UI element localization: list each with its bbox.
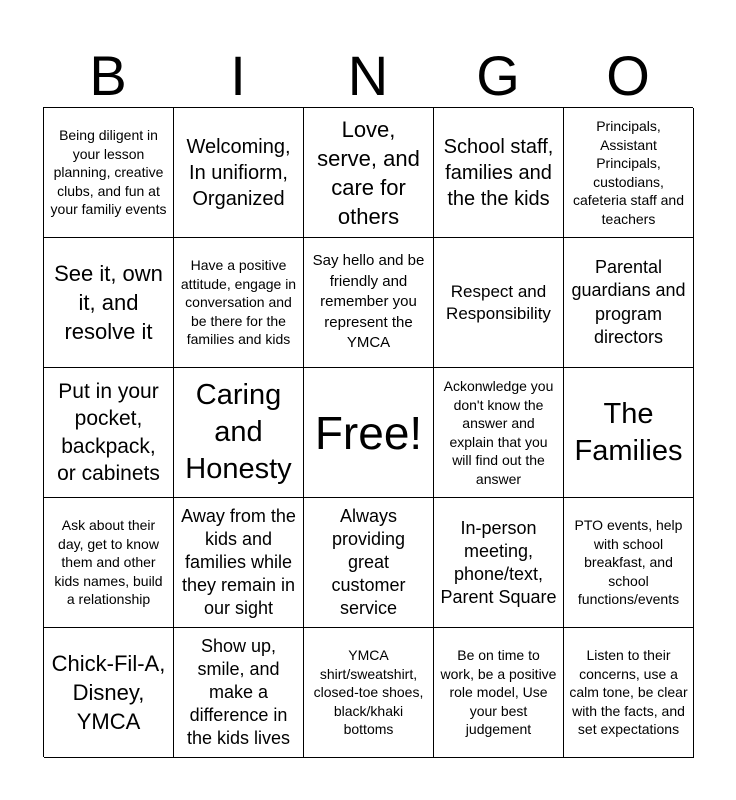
cell-text: PTO events, help with school breakfast, and school functions/events — [574, 517, 683, 608]
bingo-cell-r3-c4[interactable] — [434, 368, 564, 498]
cell-text: Listen to their concerns, use a calm tone, be clear with the facts, and set expectations — [569, 647, 688, 738]
bingo-cell-r3-c2[interactable] — [174, 368, 304, 498]
bingo-cell-r5-c5[interactable] — [564, 628, 694, 758]
cell-text: Respect and Responsibility — [446, 281, 551, 323]
cell-text: Ask about their day, get to know them and other kids names, build a relationship — [54, 517, 163, 608]
bingo-cell-r4-c4[interactable] — [434, 498, 564, 628]
cell-text: The Families — [574, 397, 683, 467]
cell-text: Show up, smile, and make a difference in the kids lives — [186, 636, 291, 748]
bingo-cell-r4-c5[interactable] — [564, 498, 694, 628]
header-letter-g: G — [476, 44, 520, 107]
header-letter-i: I — [230, 44, 246, 107]
bingo-cell-r1-c4[interactable] — [434, 108, 564, 238]
bingo-header — [43, 44, 693, 108]
bingo-cell-r5-c2[interactable] — [174, 628, 304, 758]
bingo-cell-r4-c3[interactable] — [304, 498, 434, 628]
bingo-board — [43, 107, 693, 757]
header-letter-n: N — [347, 44, 389, 107]
bingo-cell-r1-c1[interactable] — [44, 108, 174, 238]
cell-text: Caring and Honesty — [185, 379, 292, 485]
cell-text: Welcoming, In unifiorm, Organized — [186, 135, 291, 210]
bingo-cell-r3-c5[interactable] — [564, 368, 694, 498]
cell-text: Love, serve, and care for others — [317, 116, 420, 229]
bingo-cell-r1-c5[interactable] — [564, 108, 694, 238]
bingo-cell-r2-c1[interactable] — [44, 238, 174, 368]
header-letter-b: B — [89, 44, 127, 107]
bingo-cell-r2-c4[interactable] — [434, 238, 564, 368]
bingo-cell-r3-c1[interactable] — [44, 368, 174, 498]
cell-text: Chick-Fil-A, Disney, YMCA — [51, 651, 166, 734]
cell-text: Be on time to work, be a positive role model, Use your best judgement — [440, 647, 557, 738]
bingo-cell-r4-c1[interactable] — [44, 498, 174, 628]
cell-text: Have a positive attitude, engage in conversation and be there for the families and kids — [180, 257, 297, 348]
cell-text: In-person meeting, phone/text, Parent Square — [440, 517, 557, 607]
bingo-cell-r5-c1[interactable] — [44, 628, 174, 758]
bingo-cell-r2-c5[interactable] — [564, 238, 694, 368]
bingo-cell-r2-c2[interactable] — [174, 238, 304, 368]
cell-text: See it, own it, and resolve it — [54, 261, 163, 344]
cell-text: Parental guardians and program directors — [571, 256, 686, 347]
header-letter-o: O — [606, 44, 650, 107]
cell-text: School staff, families and the the kids — [443, 135, 554, 210]
cell-text: Principals, Assistant Principals, custodians, cafeteria staff and teachers — [572, 118, 685, 227]
bingo-cell-r2-c3[interactable] — [304, 238, 434, 368]
cell-text: Say hello and be friendly and remember you represent the YMCA — [312, 252, 425, 352]
bingo-cell-r4-c2[interactable] — [174, 498, 304, 628]
cell-text: Put in your pocket, backpack, or cabinets — [57, 379, 160, 485]
cell-text: YMCA shirt/sweatshirt, closed-toe shoes, black/khaki bottoms — [313, 647, 424, 738]
free-space-label: Free! — [314, 406, 423, 459]
bingo-cell-r1-c3[interactable] — [304, 108, 434, 238]
bingo-cell-r1-c2[interactable] — [174, 108, 304, 238]
cell-text: Ackonwledge you don't know the answer and explain that you will find out the answer — [443, 378, 554, 487]
cell-text: Being diligent in your lesson planning, creative clubs, and fun at your familiy events — [50, 127, 167, 218]
free-space[interactable] — [304, 368, 434, 498]
cell-text: Always providing great customer service — [331, 506, 406, 618]
bingo-cell-r5-c3[interactable] — [304, 628, 434, 758]
bingo-cell-r5-c4[interactable] — [434, 628, 564, 758]
cell-text: Away from the kids and families while they remain in our sight — [181, 506, 296, 618]
